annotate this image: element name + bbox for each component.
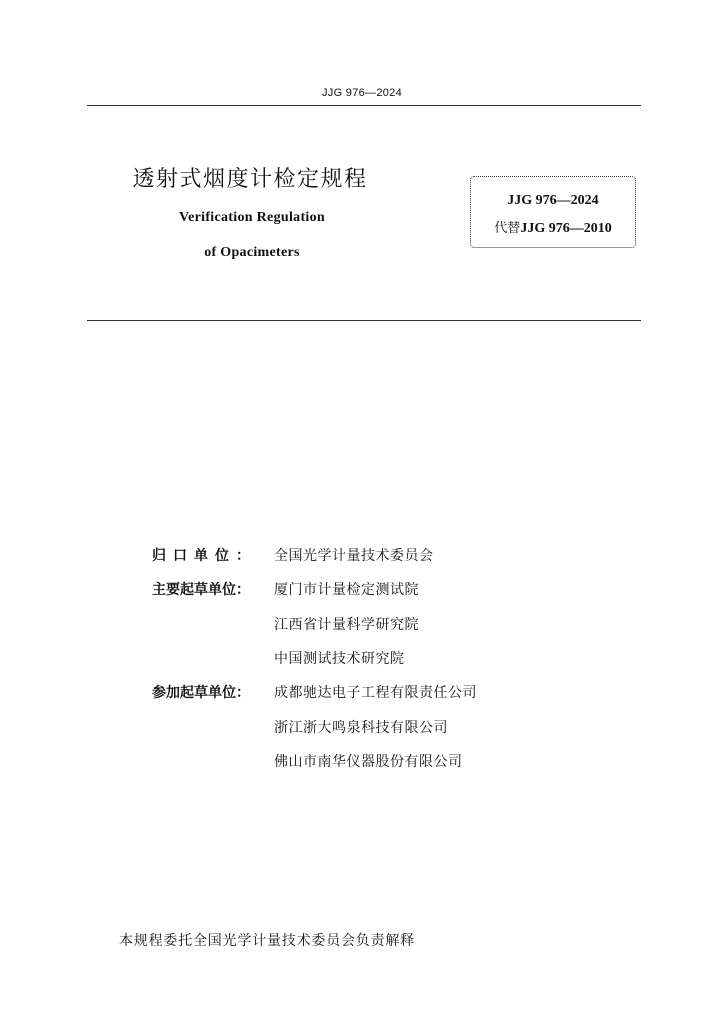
standard-code-box — [470, 176, 636, 248]
unit-row-participating-2 — [152, 709, 477, 743]
title-english-line-1: Verification Regulation — [179, 210, 325, 225]
replaces-line — [471, 217, 635, 237]
unit-row-participating-3 — [152, 744, 477, 778]
header-divider — [87, 105, 641, 106]
main-drafting-unit: 中国测试技术研究院 — [274, 651, 405, 668]
participating-unit: 佛山市南华仪器股份有限公司 — [274, 753, 463, 770]
drafting-units — [152, 538, 477, 778]
participating-unit: 浙江浙大鸣泉科技有限公司 — [274, 719, 448, 736]
participating-unit: 成都驰达电子工程有限责任公司 — [274, 685, 477, 702]
gui-kou-value: 全国光学计量技术委员会 — [274, 548, 434, 565]
replaced-code: JJG 976—2010 — [520, 221, 612, 236]
running-header-code: JJG 976—2024 — [321, 87, 403, 99]
unit-row-gui-kou — [152, 538, 477, 572]
unit-row-main-3 — [152, 641, 477, 675]
unit-row-main-2 — [152, 607, 477, 641]
main-drafting-unit: 厦门市计量检定测试院 — [274, 582, 419, 599]
title-block — [100, 166, 452, 270]
gui-kou-label: 归口单位： — [152, 548, 257, 565]
main-drafting-unit: 江西省计量科学研究院 — [274, 616, 419, 633]
interpretation-note: 本规程委托全国光学计量技术委员会负责解释 — [119, 933, 415, 949]
participating-label: 参加起草单位： — [152, 685, 250, 702]
title-english-line-2: of Opacimeters — [204, 245, 300, 260]
title-divider — [87, 320, 641, 321]
unit-row-main-1 — [152, 572, 477, 606]
title-chinese: 透射式烟度计检定规程 — [132, 167, 368, 192]
unit-row-participating-1 — [152, 675, 477, 709]
standard-code: JJG 976—2024 — [507, 193, 599, 208]
replaces-label: 代替 — [494, 221, 521, 236]
main-drafting-label: 主要起草单位： — [152, 582, 250, 599]
